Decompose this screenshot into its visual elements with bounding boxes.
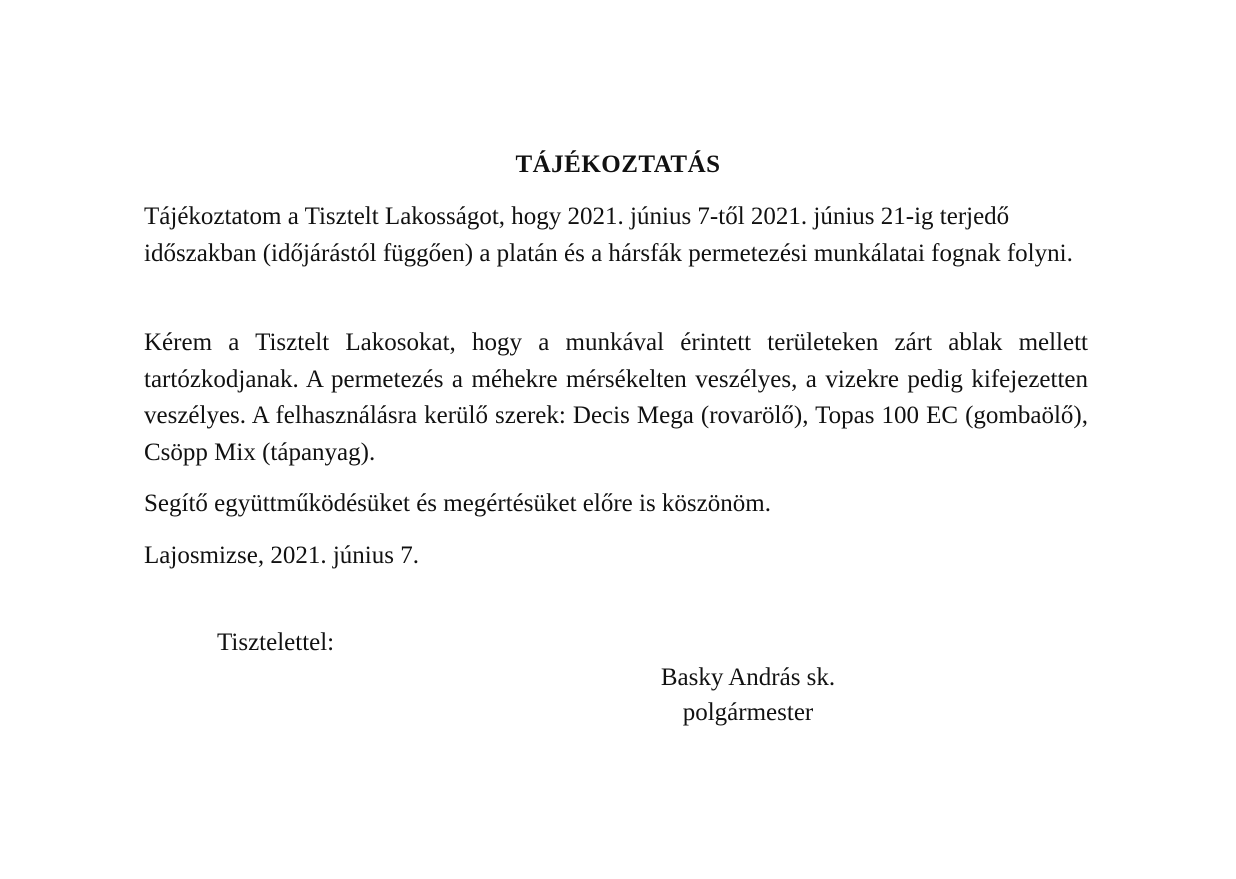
paragraph-request: Kérem a Tisztelt Lakosokat, hogy a munkával érintett területeken zárt ablak mellett tartózkodjanak. A permetezés a méhekre mérsékelten veszélyes, a vizekre pedig kifejezetten veszélyes. A felhasználásra kerülő szerek: Decis Mega (rovarölő), Topas 100 EC (gombaölő), Csöpp Mix (tápanyag). <box>144 329 1088 466</box>
paragraph-announcement: Tájékoztatom a Tisztelt Lakosságot, hogy 2021. június 7-től 2021. június 21-ig terjedő időszakban (időjárástól függően) a platán és a hársfák permetezési munkálatai fognak folyni. <box>144 203 1073 267</box>
document-title: TÁJÉKOZTATÁS <box>515 151 721 178</box>
signatory-title: polgármester <box>682 699 814 726</box>
place-date-line: Lajosmizse, 2021. június 7. <box>144 542 419 569</box>
paragraph-thanks: Segítő együttműködésüket és megértésüket előre is köszönöm. <box>144 490 771 517</box>
signatory-name: Basky András sk. <box>660 664 836 691</box>
closing-greeting: Tisztelettel: <box>217 629 335 656</box>
